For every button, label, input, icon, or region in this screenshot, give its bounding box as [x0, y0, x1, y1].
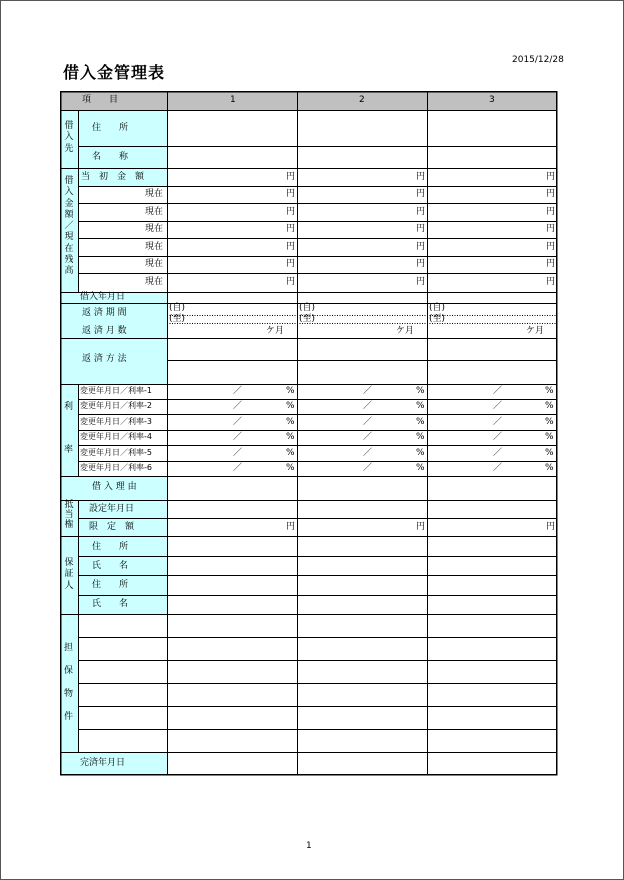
amount-unit: 円 [416, 277, 426, 287]
rate-slash: ／ [233, 417, 243, 427]
rate-change-label-5: 変更年月日／利率-5 [80, 448, 152, 457]
rate-slash: ／ [493, 401, 503, 411]
guarantor-name-label-2: 氏 名 [92, 599, 129, 609]
rate-percent: % [545, 463, 554, 473]
lender-address-label: 住 所 [92, 123, 129, 133]
amount-unit: 円 [416, 172, 426, 182]
initial-amount-label: 当 初 金 額 [81, 172, 145, 182]
amount-unit: 円 [286, 207, 296, 217]
rate-percent: % [416, 401, 425, 411]
amount-unit: 円 [416, 189, 426, 199]
rate-slash: ／ [363, 417, 373, 427]
rate-change-label-6: 変更年月日／利率-6 [80, 463, 152, 472]
lender-group-label: 借入先 [64, 121, 74, 154]
borrow-reason-label: 借 入 理 由 [92, 482, 137, 492]
rate-slash: ／ [363, 463, 373, 473]
rate-slash: ／ [233, 386, 243, 396]
current-label-2: 現在 [145, 207, 164, 217]
amount-unit: 円 [546, 189, 556, 199]
amount-unit: 円 [286, 259, 296, 269]
months-unit-1: ケ月 [266, 326, 285, 336]
guarantor-address-label-2: 住 所 [92, 580, 129, 590]
amount-unit: 円 [546, 172, 556, 182]
header-item-label: 項 目 [82, 95, 119, 105]
interest-group-top: 利 [64, 402, 74, 412]
mortgage-unit: 円 [546, 522, 556, 532]
period-to-3: (至) [429, 314, 446, 324]
amount-unit: 円 [546, 224, 556, 234]
mortgage-set-date-label: 設定年月日 [89, 504, 135, 514]
repay-period-label: 返 済 期 間 [82, 308, 127, 318]
collateral-char-4: 件 [64, 712, 74, 722]
rate-slash: ／ [493, 448, 503, 458]
amount-unit: 円 [286, 224, 296, 234]
rate-percent: % [416, 386, 425, 396]
period-from-3: (自) [429, 303, 446, 313]
mortgage-unit: 円 [286, 522, 296, 532]
period-to-2: (至) [299, 314, 316, 324]
amount-unit: 円 [546, 207, 556, 217]
current-label-3: 現在 [145, 224, 164, 234]
amount-unit: 円 [416, 242, 426, 252]
header-col-3: 3 [489, 95, 495, 105]
document-date: 2015/12/28 [512, 55, 564, 65]
header-col-1: 1 [230, 95, 236, 105]
borrow-date-label: 借入年月日 [80, 292, 126, 302]
period-from-1: (自) [169, 303, 186, 313]
rate-percent: % [286, 432, 295, 442]
rate-percent: % [545, 386, 554, 396]
amount-unit: 円 [416, 224, 426, 234]
period-from-2: (自) [299, 303, 316, 313]
rate-slash: ／ [363, 401, 373, 411]
rate-percent: % [545, 432, 554, 442]
rate-slash: ／ [233, 463, 243, 473]
rate-percent: % [416, 448, 425, 458]
rate-percent: % [286, 401, 295, 411]
rate-percent: % [545, 417, 554, 427]
current-label-4: 現在 [145, 242, 164, 252]
rate-slash: ／ [233, 448, 243, 458]
rate-slash: ／ [493, 386, 503, 396]
rate-percent: % [286, 417, 295, 427]
rate-percent: % [286, 448, 295, 458]
amount-unit: 円 [286, 242, 296, 252]
amount-unit: 円 [546, 242, 556, 252]
collateral-char-2: 保 [64, 666, 74, 676]
amount-unit: 円 [546, 259, 556, 269]
repay-months-label: 返 済 月 数 [82, 326, 127, 336]
rate-change-label-4: 変更年月日／利率-4 [80, 432, 152, 441]
mortgage-limit-label: 限 定 額 [89, 522, 135, 532]
collateral-char-1: 担 [64, 643, 74, 653]
rate-percent: % [416, 432, 425, 442]
rate-change-label-3: 変更年月日／利率-3 [80, 417, 152, 426]
rate-percent: % [545, 401, 554, 411]
rate-slash: ／ [493, 463, 503, 473]
rate-percent: % [286, 386, 295, 396]
lender-name-label: 名 称 [92, 152, 129, 162]
completion-date-label: 完済年月日 [80, 758, 126, 768]
amount-unit: 円 [286, 172, 296, 182]
document-title: 借入金管理表 [63, 63, 166, 82]
rate-percent: % [416, 417, 425, 427]
rate-slash: ／ [363, 432, 373, 442]
amount-group-label: 借入金額／現在残高 [64, 176, 74, 276]
amount-unit: 円 [416, 207, 426, 217]
rate-slash: ／ [493, 417, 503, 427]
current-label-5: 現在 [145, 259, 164, 269]
amount-unit: 円 [286, 189, 296, 199]
guarantor-address-label-1: 住 所 [92, 542, 129, 552]
rate-percent: % [286, 463, 295, 473]
interest-group-bottom: 率 [64, 445, 74, 455]
rate-change-label-2: 変更年月日／利率-2 [80, 401, 152, 410]
guarantor-name-label-1: 氏 名 [92, 561, 129, 571]
current-label-1: 現在 [145, 189, 164, 199]
repay-method-label: 返 済 方 法 [82, 354, 127, 364]
period-to-1: (至) [169, 314, 186, 324]
amount-unit: 円 [416, 259, 426, 269]
rate-slash: ／ [363, 448, 373, 458]
mortgage-group-label: 抵当権 [64, 500, 74, 530]
rate-percent: % [416, 463, 425, 473]
guarantor-group-label: 保証人 [64, 558, 74, 591]
header-col-2: 2 [359, 95, 365, 105]
rate-slash: ／ [233, 432, 243, 442]
rate-slash: ／ [493, 432, 503, 442]
rate-percent: % [545, 448, 554, 458]
collateral-char-3: 物 [64, 689, 74, 699]
current-label-6: 現在 [145, 277, 164, 287]
rate-change-label-1: 変更年月日／利率-1 [80, 386, 152, 395]
mortgage-unit: 円 [416, 522, 426, 532]
amount-unit: 円 [546, 277, 556, 287]
rate-slash: ／ [363, 386, 373, 396]
months-unit-3: ケ月 [526, 326, 545, 336]
months-unit-2: ケ月 [396, 326, 415, 336]
amount-unit: 円 [286, 277, 296, 287]
page-number: 1 [306, 841, 312, 851]
rate-slash: ／ [233, 401, 243, 411]
